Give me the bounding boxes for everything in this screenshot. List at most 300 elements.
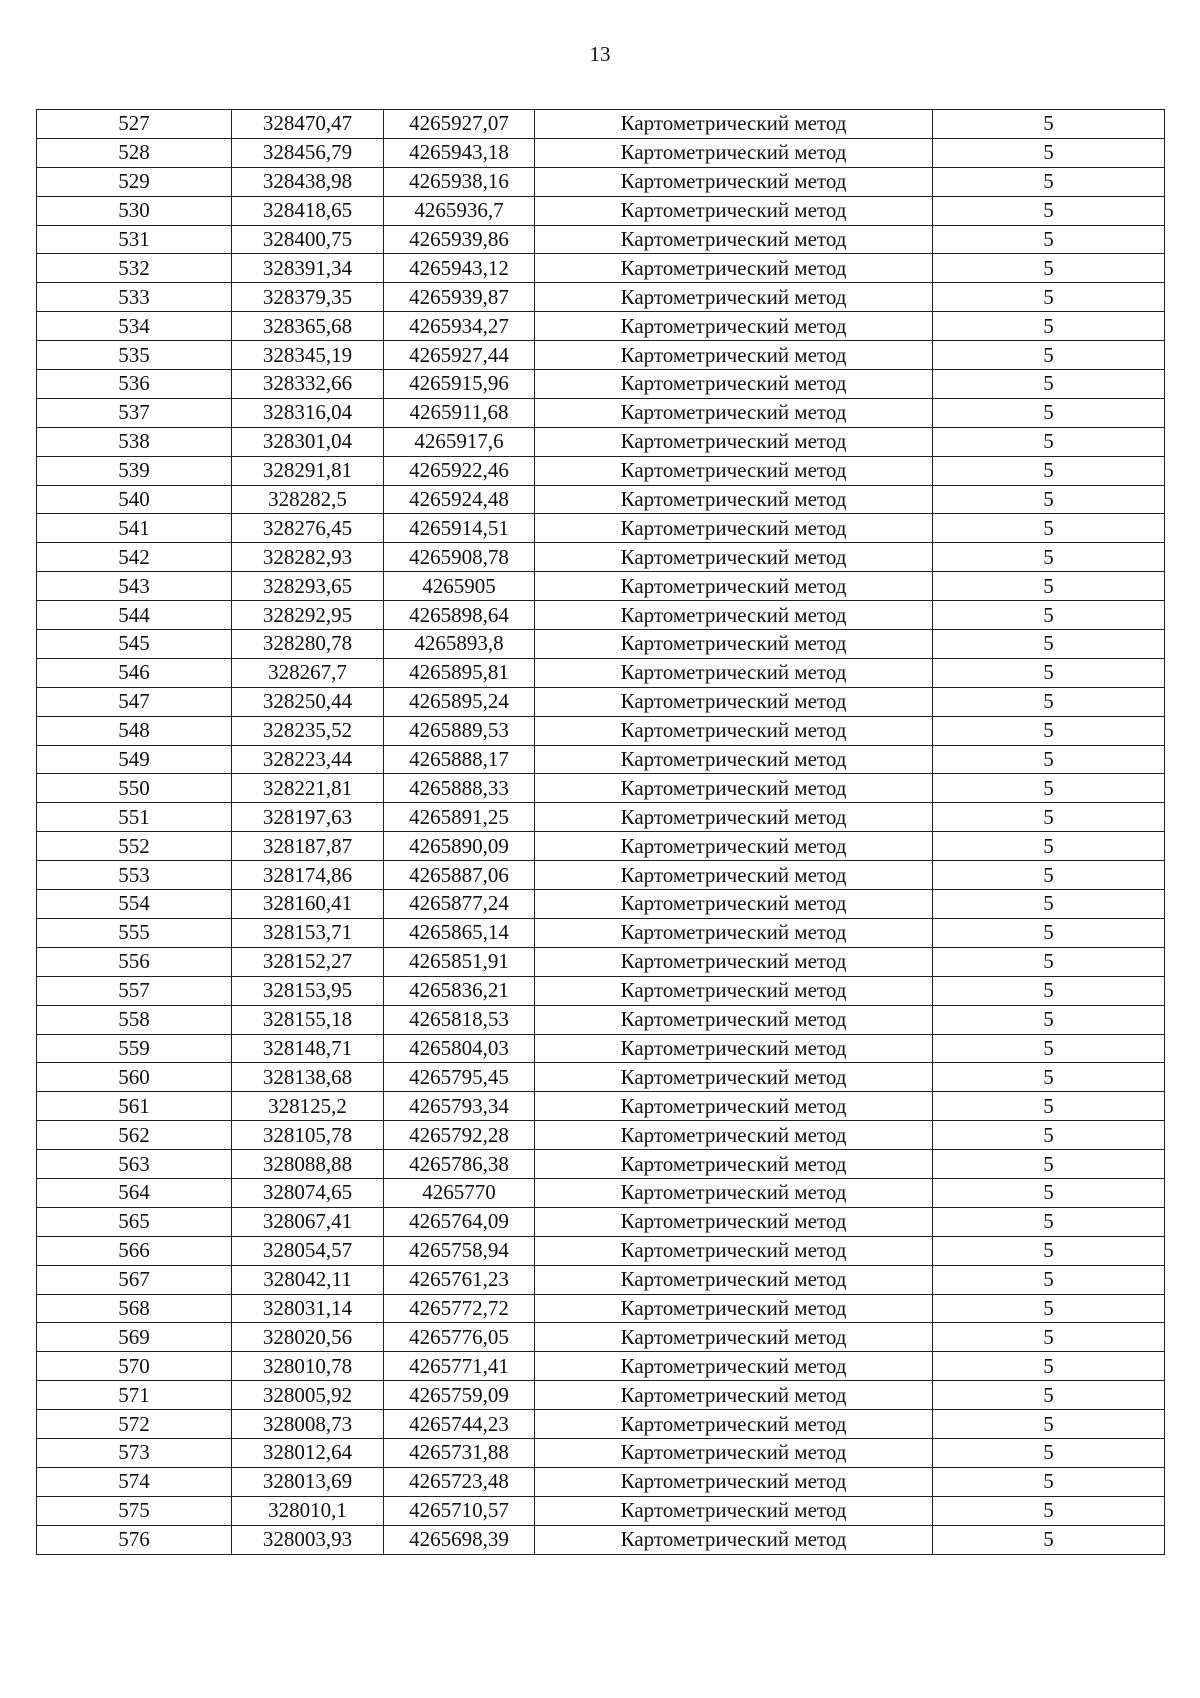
y-coordinate-cell: 4265891,25 <box>384 803 535 832</box>
table-row <box>37 1496 1165 1525</box>
accuracy-cell: 5 <box>933 1438 1165 1467</box>
point-number-cell: 539 <box>37 456 232 485</box>
method-cell: Картометрический метод <box>535 572 933 601</box>
table-row <box>37 1381 1165 1410</box>
point-number-cell: 535 <box>37 341 232 370</box>
method-cell: Картометрический метод <box>535 918 933 947</box>
table-row <box>37 658 1165 687</box>
table-row <box>37 774 1165 803</box>
table-row <box>37 225 1165 254</box>
method-cell: Картометрический метод <box>535 1323 933 1352</box>
point-number-cell: 531 <box>37 225 232 254</box>
point-number-cell: 571 <box>37 1381 232 1410</box>
point-number-cell: 569 <box>37 1323 232 1352</box>
point-number-cell: 529 <box>37 167 232 196</box>
x-coordinate-cell: 328293,65 <box>232 572 384 601</box>
method-cell: Картометрический метод <box>535 976 933 1005</box>
accuracy-cell: 5 <box>933 312 1165 341</box>
y-coordinate-cell: 4265927,07 <box>384 110 535 139</box>
method-cell: Картометрический метод <box>535 254 933 283</box>
x-coordinate-cell: 328074,65 <box>232 1178 384 1207</box>
method-cell: Картометрический метод <box>535 716 933 745</box>
table-row <box>37 398 1165 427</box>
x-coordinate-cell: 328379,35 <box>232 283 384 312</box>
point-number-cell: 557 <box>37 976 232 1005</box>
x-coordinate-cell: 328012,64 <box>232 1438 384 1467</box>
x-coordinate-cell: 328267,7 <box>232 658 384 687</box>
x-coordinate-cell: 328332,66 <box>232 370 384 399</box>
point-number-cell: 559 <box>37 1034 232 1063</box>
table-row <box>37 456 1165 485</box>
y-coordinate-cell: 4265795,45 <box>384 1063 535 1092</box>
method-cell: Картометрический метод <box>535 601 933 630</box>
table-row <box>37 630 1165 659</box>
y-coordinate-cell: 4265895,24 <box>384 687 535 716</box>
method-cell: Картометрический метод <box>535 485 933 514</box>
accuracy-cell: 5 <box>933 1467 1165 1496</box>
point-number-cell: 554 <box>37 890 232 919</box>
table-row <box>37 687 1165 716</box>
accuracy-cell: 5 <box>933 716 1165 745</box>
point-number-cell: 576 <box>37 1525 232 1554</box>
method-cell: Картометрический метод <box>535 1294 933 1323</box>
accuracy-cell: 5 <box>933 196 1165 225</box>
point-number-cell: 563 <box>37 1150 232 1179</box>
accuracy-cell: 5 <box>933 167 1165 196</box>
method-cell: Картометрический метод <box>535 1381 933 1410</box>
method-cell: Картометрический метод <box>535 1034 933 1063</box>
method-cell: Картометрический метод <box>535 890 933 919</box>
y-coordinate-cell: 4265924,48 <box>384 485 535 514</box>
method-cell: Картометрический метод <box>535 1352 933 1381</box>
x-coordinate-cell: 328042,11 <box>232 1265 384 1294</box>
accuracy-cell: 5 <box>933 1265 1165 1294</box>
x-coordinate-cell: 328067,41 <box>232 1207 384 1236</box>
y-coordinate-cell: 4265698,39 <box>384 1525 535 1554</box>
point-number-cell: 558 <box>37 1005 232 1034</box>
accuracy-cell: 5 <box>933 1092 1165 1121</box>
method-cell: Картометрический метод <box>535 427 933 456</box>
y-coordinate-cell: 4265939,86 <box>384 225 535 254</box>
point-number-cell: 564 <box>37 1178 232 1207</box>
point-number-cell: 566 <box>37 1236 232 1265</box>
accuracy-cell: 5 <box>933 485 1165 514</box>
table-row <box>37 1438 1165 1467</box>
method-cell: Картометрический метод <box>535 514 933 543</box>
method-cell: Картометрический метод <box>535 1150 933 1179</box>
x-coordinate-cell: 328174,86 <box>232 861 384 890</box>
y-coordinate-cell: 4265927,44 <box>384 341 535 370</box>
accuracy-cell: 5 <box>933 1236 1165 1265</box>
x-coordinate-cell: 328013,69 <box>232 1467 384 1496</box>
method-cell: Картометрический метод <box>535 658 933 687</box>
method-cell: Картометрический метод <box>535 861 933 890</box>
y-coordinate-cell: 4265893,8 <box>384 630 535 659</box>
y-coordinate-cell: 4265758,94 <box>384 1236 535 1265</box>
method-cell: Картометрический метод <box>535 138 933 167</box>
y-coordinate-cell: 4265877,24 <box>384 890 535 919</box>
accuracy-cell: 5 <box>933 1207 1165 1236</box>
method-cell: Картометрический метод <box>535 1467 933 1496</box>
accuracy-cell: 5 <box>933 1352 1165 1381</box>
method-cell: Картометрический метод <box>535 1121 933 1150</box>
accuracy-cell: 5 <box>933 745 1165 774</box>
table-row <box>37 1178 1165 1207</box>
x-coordinate-cell: 328187,87 <box>232 832 384 861</box>
point-number-cell: 552 <box>37 832 232 861</box>
point-number-cell: 565 <box>37 1207 232 1236</box>
x-coordinate-cell: 328400,75 <box>232 225 384 254</box>
table-row <box>37 341 1165 370</box>
method-cell: Картометрический метод <box>535 543 933 572</box>
table-row <box>37 427 1165 456</box>
table-row <box>37 138 1165 167</box>
accuracy-cell: 5 <box>933 687 1165 716</box>
accuracy-cell: 5 <box>933 601 1165 630</box>
x-coordinate-cell: 328003,93 <box>232 1525 384 1554</box>
point-number-cell: 545 <box>37 630 232 659</box>
x-coordinate-cell: 328138,68 <box>232 1063 384 1092</box>
method-cell: Картометрический метод <box>535 1525 933 1554</box>
method-cell: Картометрический метод <box>535 1178 933 1207</box>
table-row <box>37 1063 1165 1092</box>
x-coordinate-cell: 328276,45 <box>232 514 384 543</box>
y-coordinate-cell: 4265865,14 <box>384 918 535 947</box>
x-coordinate-cell: 328292,95 <box>232 601 384 630</box>
table-row <box>37 167 1165 196</box>
y-coordinate-cell: 4265761,23 <box>384 1265 535 1294</box>
x-coordinate-cell: 328105,78 <box>232 1121 384 1150</box>
accuracy-cell: 5 <box>933 1005 1165 1034</box>
method-cell: Картометрический метод <box>535 832 933 861</box>
x-coordinate-cell: 328345,19 <box>232 341 384 370</box>
y-coordinate-cell: 4265911,68 <box>384 398 535 427</box>
method-cell: Картометрический метод <box>535 947 933 976</box>
method-cell: Картометрический метод <box>535 225 933 254</box>
method-cell: Картометрический метод <box>535 1063 933 1092</box>
point-number-cell: 555 <box>37 918 232 947</box>
method-cell: Картометрический метод <box>535 745 933 774</box>
y-coordinate-cell: 4265759,09 <box>384 1381 535 1410</box>
x-coordinate-cell: 328020,56 <box>232 1323 384 1352</box>
accuracy-cell: 5 <box>933 1525 1165 1554</box>
point-number-cell: 560 <box>37 1063 232 1092</box>
method-cell: Картометрический метод <box>535 1265 933 1294</box>
y-coordinate-cell: 4265898,64 <box>384 601 535 630</box>
x-coordinate-cell: 328221,81 <box>232 774 384 803</box>
y-coordinate-cell: 4265905 <box>384 572 535 601</box>
table-row <box>37 1294 1165 1323</box>
y-coordinate-cell: 4265772,72 <box>384 1294 535 1323</box>
y-coordinate-cell: 4265836,21 <box>384 976 535 1005</box>
accuracy-cell: 5 <box>933 1034 1165 1063</box>
point-number-cell: 538 <box>37 427 232 456</box>
method-cell: Картометрический метод <box>535 456 933 485</box>
table-row <box>37 1352 1165 1381</box>
point-number-cell: 534 <box>37 312 232 341</box>
x-coordinate-cell: 328155,18 <box>232 1005 384 1034</box>
x-coordinate-cell: 328391,34 <box>232 254 384 283</box>
point-number-cell: 528 <box>37 138 232 167</box>
x-coordinate-cell: 328250,44 <box>232 687 384 716</box>
accuracy-cell: 5 <box>933 1323 1165 1352</box>
method-cell: Картометрический метод <box>535 110 933 139</box>
table-row <box>37 1005 1165 1034</box>
x-coordinate-cell: 328010,78 <box>232 1352 384 1381</box>
x-coordinate-cell: 328291,81 <box>232 456 384 485</box>
table-row <box>37 1467 1165 1496</box>
y-coordinate-cell: 4265764,09 <box>384 1207 535 1236</box>
accuracy-cell: 5 <box>933 254 1165 283</box>
point-number-cell: 546 <box>37 658 232 687</box>
accuracy-cell: 5 <box>933 1121 1165 1150</box>
y-coordinate-cell: 4265922,46 <box>384 456 535 485</box>
point-number-cell: 542 <box>37 543 232 572</box>
accuracy-cell: 5 <box>933 861 1165 890</box>
point-number-cell: 530 <box>37 196 232 225</box>
y-coordinate-cell: 4265731,88 <box>384 1438 535 1467</box>
method-cell: Картометрический метод <box>535 167 933 196</box>
table-row <box>37 370 1165 399</box>
table-row <box>37 601 1165 630</box>
point-number-cell: 537 <box>37 398 232 427</box>
table-row <box>37 196 1165 225</box>
x-coordinate-cell: 328153,71 <box>232 918 384 947</box>
y-coordinate-cell: 4265943,12 <box>384 254 535 283</box>
table-row <box>37 745 1165 774</box>
method-cell: Картометрический метод <box>535 1438 933 1467</box>
table-row <box>37 1236 1165 1265</box>
table-row <box>37 1034 1165 1063</box>
point-number-cell: 575 <box>37 1496 232 1525</box>
y-coordinate-cell: 4265917,6 <box>384 427 535 456</box>
point-number-cell: 544 <box>37 601 232 630</box>
point-number-cell: 540 <box>37 485 232 514</box>
accuracy-cell: 5 <box>933 832 1165 861</box>
x-coordinate-cell: 328153,95 <box>232 976 384 1005</box>
y-coordinate-cell: 4265818,53 <box>384 1005 535 1034</box>
x-coordinate-cell: 328282,5 <box>232 485 384 514</box>
table-row <box>37 1265 1165 1294</box>
method-cell: Картометрический метод <box>535 803 933 832</box>
point-number-cell: 574 <box>37 1467 232 1496</box>
method-cell: Картометрический метод <box>535 196 933 225</box>
table-row <box>37 283 1165 312</box>
method-cell: Картометрический метод <box>535 774 933 803</box>
point-number-cell: 562 <box>37 1121 232 1150</box>
table-row <box>37 1410 1165 1439</box>
accuracy-cell: 5 <box>933 341 1165 370</box>
x-coordinate-cell: 328280,78 <box>232 630 384 659</box>
method-cell: Картометрический метод <box>535 1005 933 1034</box>
x-coordinate-cell: 328418,65 <box>232 196 384 225</box>
point-number-cell: 549 <box>37 745 232 774</box>
y-coordinate-cell: 4265888,33 <box>384 774 535 803</box>
table-row <box>37 918 1165 947</box>
x-coordinate-cell: 328054,57 <box>232 1236 384 1265</box>
method-cell: Картометрический метод <box>535 630 933 659</box>
table-row <box>37 1121 1165 1150</box>
y-coordinate-cell: 4265936,7 <box>384 196 535 225</box>
y-coordinate-cell: 4265786,38 <box>384 1150 535 1179</box>
point-number-cell: 532 <box>37 254 232 283</box>
point-number-cell: 572 <box>37 1410 232 1439</box>
table-row <box>37 1525 1165 1554</box>
point-number-cell: 561 <box>37 1092 232 1121</box>
table-row <box>37 254 1165 283</box>
accuracy-cell: 5 <box>933 572 1165 601</box>
table-row <box>37 803 1165 832</box>
x-coordinate-cell: 328148,71 <box>232 1034 384 1063</box>
accuracy-cell: 5 <box>933 774 1165 803</box>
x-coordinate-cell: 328438,98 <box>232 167 384 196</box>
accuracy-cell: 5 <box>933 370 1165 399</box>
y-coordinate-cell: 4265771,41 <box>384 1352 535 1381</box>
accuracy-cell: 5 <box>933 456 1165 485</box>
y-coordinate-cell: 4265851,91 <box>384 947 535 976</box>
accuracy-cell: 5 <box>933 110 1165 139</box>
point-number-cell: 533 <box>37 283 232 312</box>
x-coordinate-cell: 328197,63 <box>232 803 384 832</box>
accuracy-cell: 5 <box>933 918 1165 947</box>
table-row <box>37 1150 1165 1179</box>
method-cell: Картометрический метод <box>535 1092 933 1121</box>
table-row <box>37 890 1165 919</box>
x-coordinate-cell: 328125,2 <box>232 1092 384 1121</box>
y-coordinate-cell: 4265915,96 <box>384 370 535 399</box>
method-cell: Картометрический метод <box>535 1496 933 1525</box>
accuracy-cell: 5 <box>933 1063 1165 1092</box>
accuracy-cell: 5 <box>933 514 1165 543</box>
x-coordinate-cell: 328008,73 <box>232 1410 384 1439</box>
table-row <box>37 1323 1165 1352</box>
table-row <box>37 485 1165 514</box>
accuracy-cell: 5 <box>933 398 1165 427</box>
method-cell: Картометрический метод <box>535 312 933 341</box>
y-coordinate-cell: 4265890,09 <box>384 832 535 861</box>
accuracy-cell: 5 <box>933 1410 1165 1439</box>
y-coordinate-cell: 4265804,03 <box>384 1034 535 1063</box>
accuracy-cell: 5 <box>933 427 1165 456</box>
y-coordinate-cell: 4265776,05 <box>384 1323 535 1352</box>
point-number-cell: 548 <box>37 716 232 745</box>
accuracy-cell: 5 <box>933 976 1165 1005</box>
point-number-cell: 567 <box>37 1265 232 1294</box>
x-coordinate-cell: 328010,1 <box>232 1496 384 1525</box>
point-number-cell: 553 <box>37 861 232 890</box>
table-row <box>37 832 1165 861</box>
y-coordinate-cell: 4265744,23 <box>384 1410 535 1439</box>
x-coordinate-cell: 328456,79 <box>232 138 384 167</box>
y-coordinate-cell: 4265938,16 <box>384 167 535 196</box>
accuracy-cell: 5 <box>933 543 1165 572</box>
point-number-cell: 543 <box>37 572 232 601</box>
method-cell: Картометрический метод <box>535 1236 933 1265</box>
method-cell: Картометрический метод <box>535 1410 933 1439</box>
accuracy-cell: 5 <box>933 1496 1165 1525</box>
point-number-cell: 551 <box>37 803 232 832</box>
accuracy-cell: 5 <box>933 1381 1165 1410</box>
accuracy-cell: 5 <box>933 630 1165 659</box>
table-row <box>37 543 1165 572</box>
point-number-cell: 527 <box>37 110 232 139</box>
y-coordinate-cell: 4265770 <box>384 1178 535 1207</box>
coordinates-table-body <box>37 110 1165 1555</box>
y-coordinate-cell: 4265889,53 <box>384 716 535 745</box>
y-coordinate-cell: 4265895,81 <box>384 658 535 687</box>
y-coordinate-cell: 4265793,34 <box>384 1092 535 1121</box>
y-coordinate-cell: 4265943,18 <box>384 138 535 167</box>
x-coordinate-cell: 328031,14 <box>232 1294 384 1323</box>
y-coordinate-cell: 4265887,06 <box>384 861 535 890</box>
x-coordinate-cell: 328152,27 <box>232 947 384 976</box>
method-cell: Картометрический метод <box>535 370 933 399</box>
point-number-cell: 570 <box>37 1352 232 1381</box>
x-coordinate-cell: 328470,47 <box>232 110 384 139</box>
point-number-cell: 547 <box>37 687 232 716</box>
table-row <box>37 861 1165 890</box>
accuracy-cell: 5 <box>933 1294 1165 1323</box>
accuracy-cell: 5 <box>933 947 1165 976</box>
y-coordinate-cell: 4265710,57 <box>384 1496 535 1525</box>
point-number-cell: 573 <box>37 1438 232 1467</box>
accuracy-cell: 5 <box>933 658 1165 687</box>
point-number-cell: 536 <box>37 370 232 399</box>
y-coordinate-cell: 4265723,48 <box>384 1467 535 1496</box>
y-coordinate-cell: 4265934,27 <box>384 312 535 341</box>
y-coordinate-cell: 4265792,28 <box>384 1121 535 1150</box>
x-coordinate-cell: 328223,44 <box>232 745 384 774</box>
accuracy-cell: 5 <box>933 890 1165 919</box>
accuracy-cell: 5 <box>933 1178 1165 1207</box>
coordinates-table <box>36 109 1165 1555</box>
table-row <box>37 572 1165 601</box>
x-coordinate-cell: 328316,04 <box>232 398 384 427</box>
method-cell: Картометрический метод <box>535 341 933 370</box>
accuracy-cell: 5 <box>933 283 1165 312</box>
x-coordinate-cell: 328235,52 <box>232 716 384 745</box>
point-number-cell: 556 <box>37 947 232 976</box>
page-number: 13 <box>589 42 611 66</box>
x-coordinate-cell: 328005,92 <box>232 1381 384 1410</box>
method-cell: Картометрический метод <box>535 1207 933 1236</box>
accuracy-cell: 5 <box>933 225 1165 254</box>
point-number-cell: 541 <box>37 514 232 543</box>
x-coordinate-cell: 328088,88 <box>232 1150 384 1179</box>
x-coordinate-cell: 328282,93 <box>232 543 384 572</box>
table-row <box>37 716 1165 745</box>
method-cell: Картометрический метод <box>535 283 933 312</box>
table-row <box>37 976 1165 1005</box>
y-coordinate-cell: 4265939,87 <box>384 283 535 312</box>
method-cell: Картометрический метод <box>535 687 933 716</box>
table-row <box>37 947 1165 976</box>
table-row <box>37 1092 1165 1121</box>
x-coordinate-cell: 328301,04 <box>232 427 384 456</box>
accuracy-cell: 5 <box>933 803 1165 832</box>
y-coordinate-cell: 4265888,17 <box>384 745 535 774</box>
accuracy-cell: 5 <box>933 1150 1165 1179</box>
table-row <box>37 1207 1165 1236</box>
y-coordinate-cell: 4265914,51 <box>384 514 535 543</box>
table-row <box>37 312 1165 341</box>
accuracy-cell: 5 <box>933 138 1165 167</box>
table-row <box>37 110 1165 139</box>
point-number-cell: 568 <box>37 1294 232 1323</box>
x-coordinate-cell: 328160,41 <box>232 890 384 919</box>
point-number-cell: 550 <box>37 774 232 803</box>
method-cell: Картометрический метод <box>535 398 933 427</box>
